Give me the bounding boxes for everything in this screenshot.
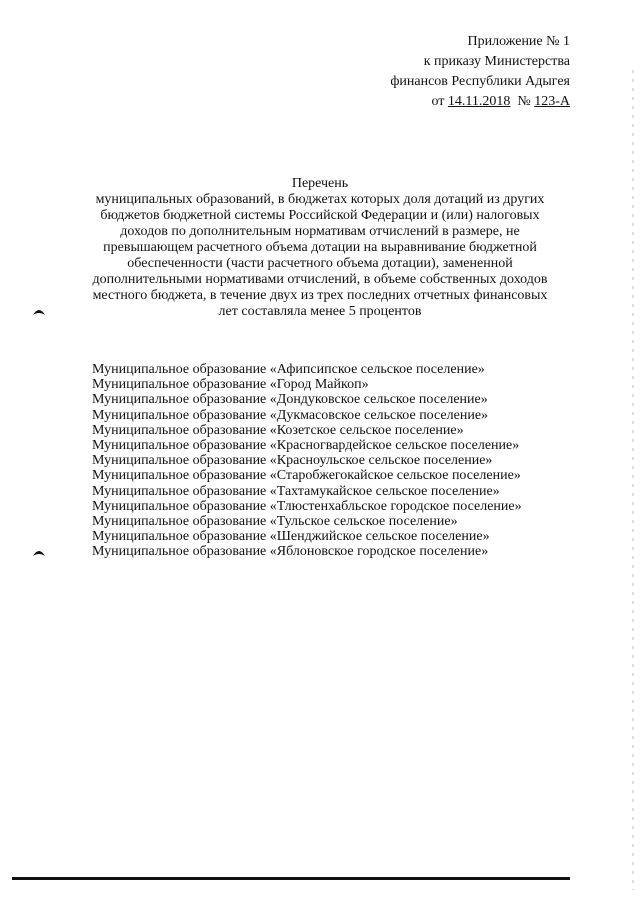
- list-item: Муниципальное образование «Тахтамукайское сельское поселение»: [92, 483, 500, 499]
- scan-bottom-edge: [12, 877, 570, 880]
- list-item: Муниципальное образование «Тлюстенхабльское городское поселение»: [92, 498, 522, 514]
- list-item: Муниципальное образование «Старобжегокайское сельское поселение»: [92, 468, 521, 484]
- list-item: Муниципальное образование «Дукмасовское сельское поселение»: [92, 407, 489, 423]
- title-line: доходов по дополнительным нормативам отчислений в размере, не: [120, 224, 520, 239]
- title-heading: Перечень: [291, 176, 349, 191]
- title-line: обеспеченности (части расчетного объема дотации), замененной: [127, 256, 513, 271]
- list-item: Муниципальное образование «Красноульское сельское поселение»: [92, 453, 493, 469]
- punch-hole-mark-top: [32, 307, 46, 316]
- punch-hole-mark-bottom: [32, 548, 46, 557]
- list-item: Муниципальное образование «Шенджийское сельское поселение»: [92, 529, 490, 545]
- municipality-list: [92, 362, 522, 560]
- appendix-header: [390, 32, 570, 112]
- list-item: Муниципальное образование «Город Майкоп»: [92, 377, 369, 393]
- appendix-date-number: [390, 92, 570, 112]
- list-item: Муниципальное образование «Дондуковское сельское поселение»: [92, 392, 488, 408]
- list-item: Муниципальное образование «Афипсипское сельское поселение»: [92, 362, 485, 377]
- order-number: 123-А: [534, 94, 570, 109]
- list-item: Муниципальное образование «Красногвардейское сельское поселение»: [92, 438, 520, 454]
- appendix-order-ref: к приказу Министерства: [423, 54, 570, 69]
- list-item: Муниципальное образование «Козетское сельское поселение»: [92, 422, 464, 438]
- title-line: муниципальных образований, в бюджетах которых доля дотаций из других: [95, 192, 545, 207]
- title-line: бюджетов бюджетной системы Российской Федерации и (или) налоговых: [100, 208, 540, 223]
- order-date: 14.11.2018: [447, 94, 511, 109]
- appendix-ministry: финансов Республики Адыгея: [390, 74, 570, 89]
- title-line: местного бюджета, в течение двух из трех последних отчетных финансовых: [92, 288, 548, 303]
- title-line: дополнительными нормативами отчислений, в объеме собственных доходов: [92, 272, 548, 287]
- list-item: Муниципальное образование «Тульское сельское поселение»: [92, 514, 458, 530]
- title-line: лет составляла менее 5 процентов: [218, 304, 422, 319]
- number-prefix: №: [517, 94, 531, 109]
- list-item: Муниципальное образование «Яблоновское городское поселение»: [92, 544, 489, 560]
- scan-edge-line: [632, 70, 634, 890]
- list-title: [85, 176, 555, 320]
- title-line: превышающем расчетного объема дотации на выравнивание бюджетной: [103, 240, 537, 255]
- appendix-title: Приложение № 1: [467, 34, 570, 49]
- date-prefix: от: [431, 94, 445, 109]
